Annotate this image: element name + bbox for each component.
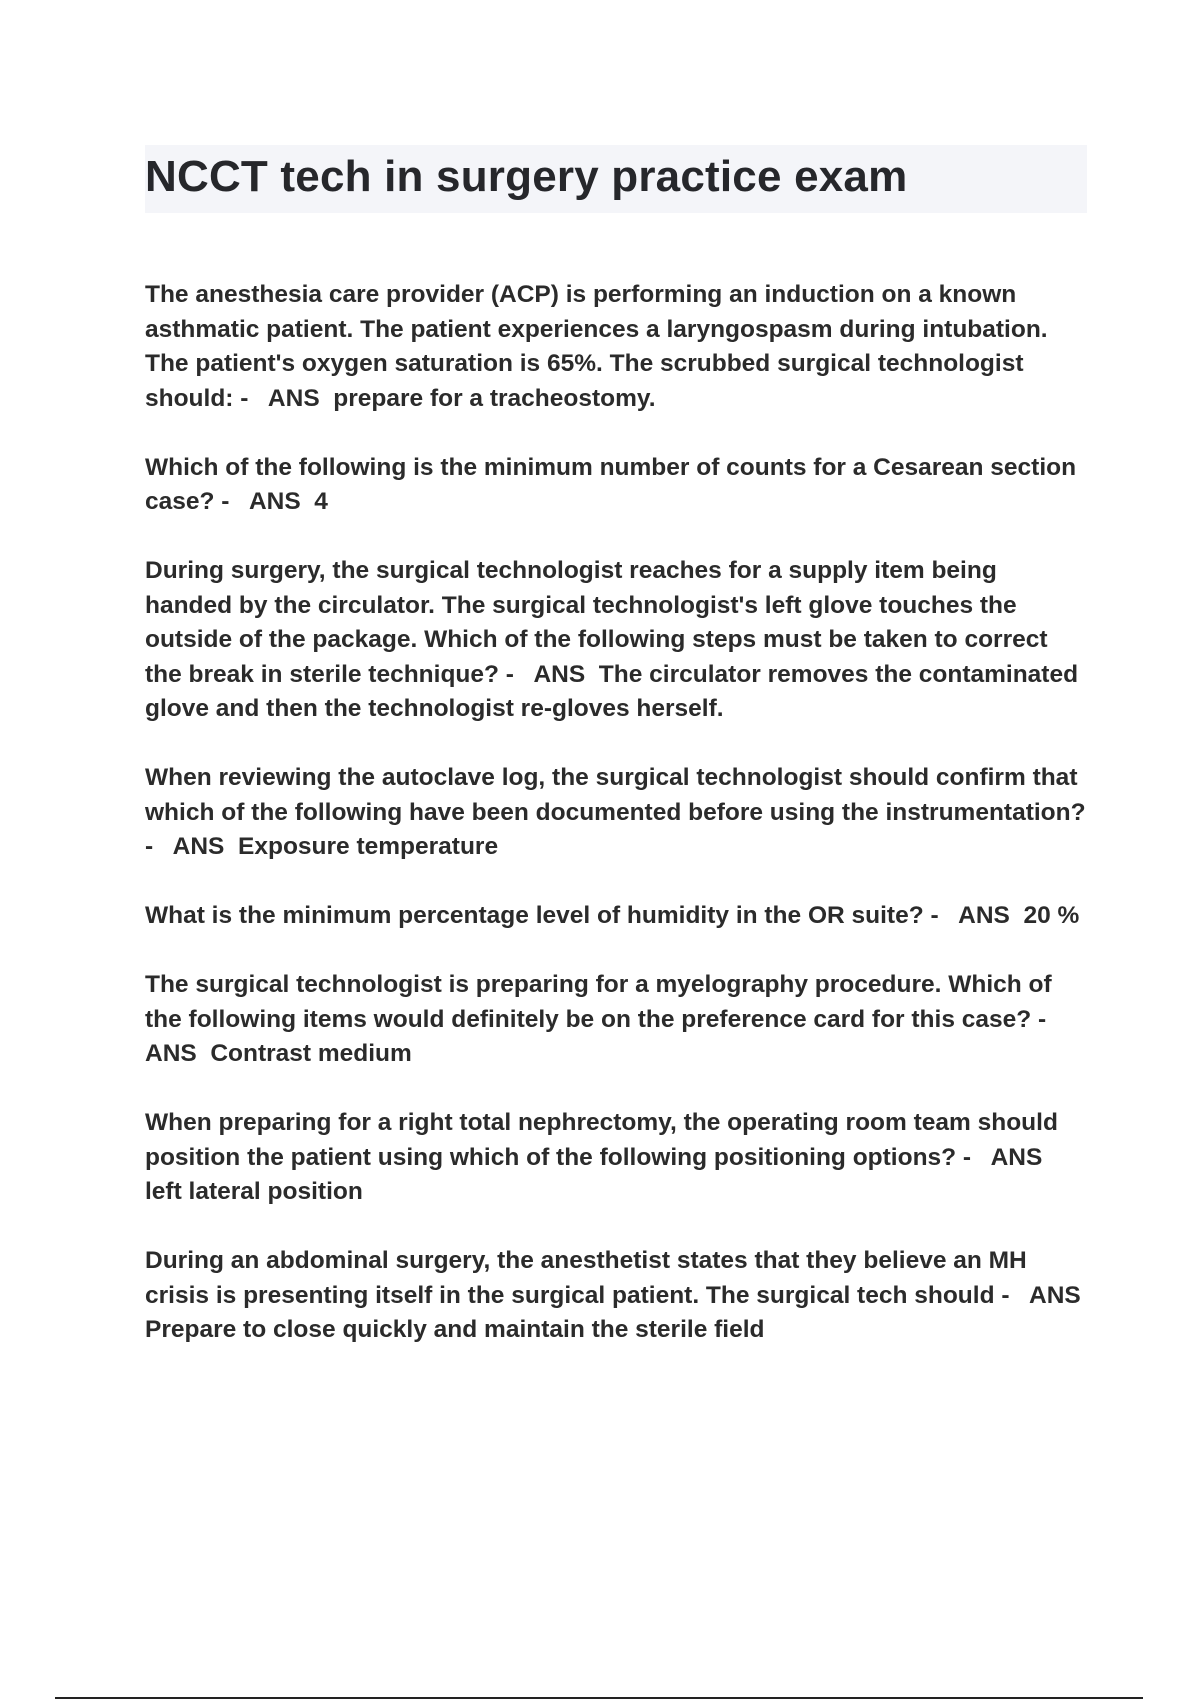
page-title: NCCT tech in surgery practice exam — [145, 152, 908, 201]
question-4: When reviewing the autoclave log, the surgical technologist should confirm that which of the following have been documented before using the instrumentation? - ANS Exposure temperature — [145, 764, 1093, 860]
question-3: During surgery, the surgical technologist reaches for a supply item being handed by the circulator. The surgical technologist's left glove touches the outside of the package. Which of the following steps must be taken to correct the break in sterile technique? - ANS The circulator removes the contaminated glove and then the technologist re-gloves herself. — [145, 557, 1085, 722]
footer-divider — [55, 1697, 1143, 1699]
question-7: When preparing for a right total nephrectomy, the operating room team should position the patient using which of the following positioning options? - ANS left lateral position — [145, 1109, 1065, 1205]
question-8: During an abdominal surgery, the anesthetist states that they believe an MH crisis is presenting itself in the surgical patient. The surgical tech should - ANS Prepare to close quickly and maintain the sterile field — [145, 1247, 1095, 1343]
question-list — [145, 278, 1095, 1382]
question-6: The surgical technologist is preparing for a myelography procedure. Which of the following items would definitely be on the preference card for this case? - ANS Contrast medium — [145, 971, 1066, 1067]
title-band — [145, 145, 1087, 213]
question-2: Which of the following is the minimum number of counts for a Cesarean section case? - ANS 4 — [145, 453, 1083, 515]
question-5: What is the minimum percentage level of humidity in the OR suite? - ANS 20 % — [145, 902, 1080, 929]
question-1: The anesthesia care provider (ACP) is performing an induction on a known asthmatic patient. The patient experiences a laryngospasm during intubation. The patient's oxygen saturation is 65%. The scrubbed surgical technologist should: - ANS prepare for a tracheostomy. — [145, 281, 1055, 412]
